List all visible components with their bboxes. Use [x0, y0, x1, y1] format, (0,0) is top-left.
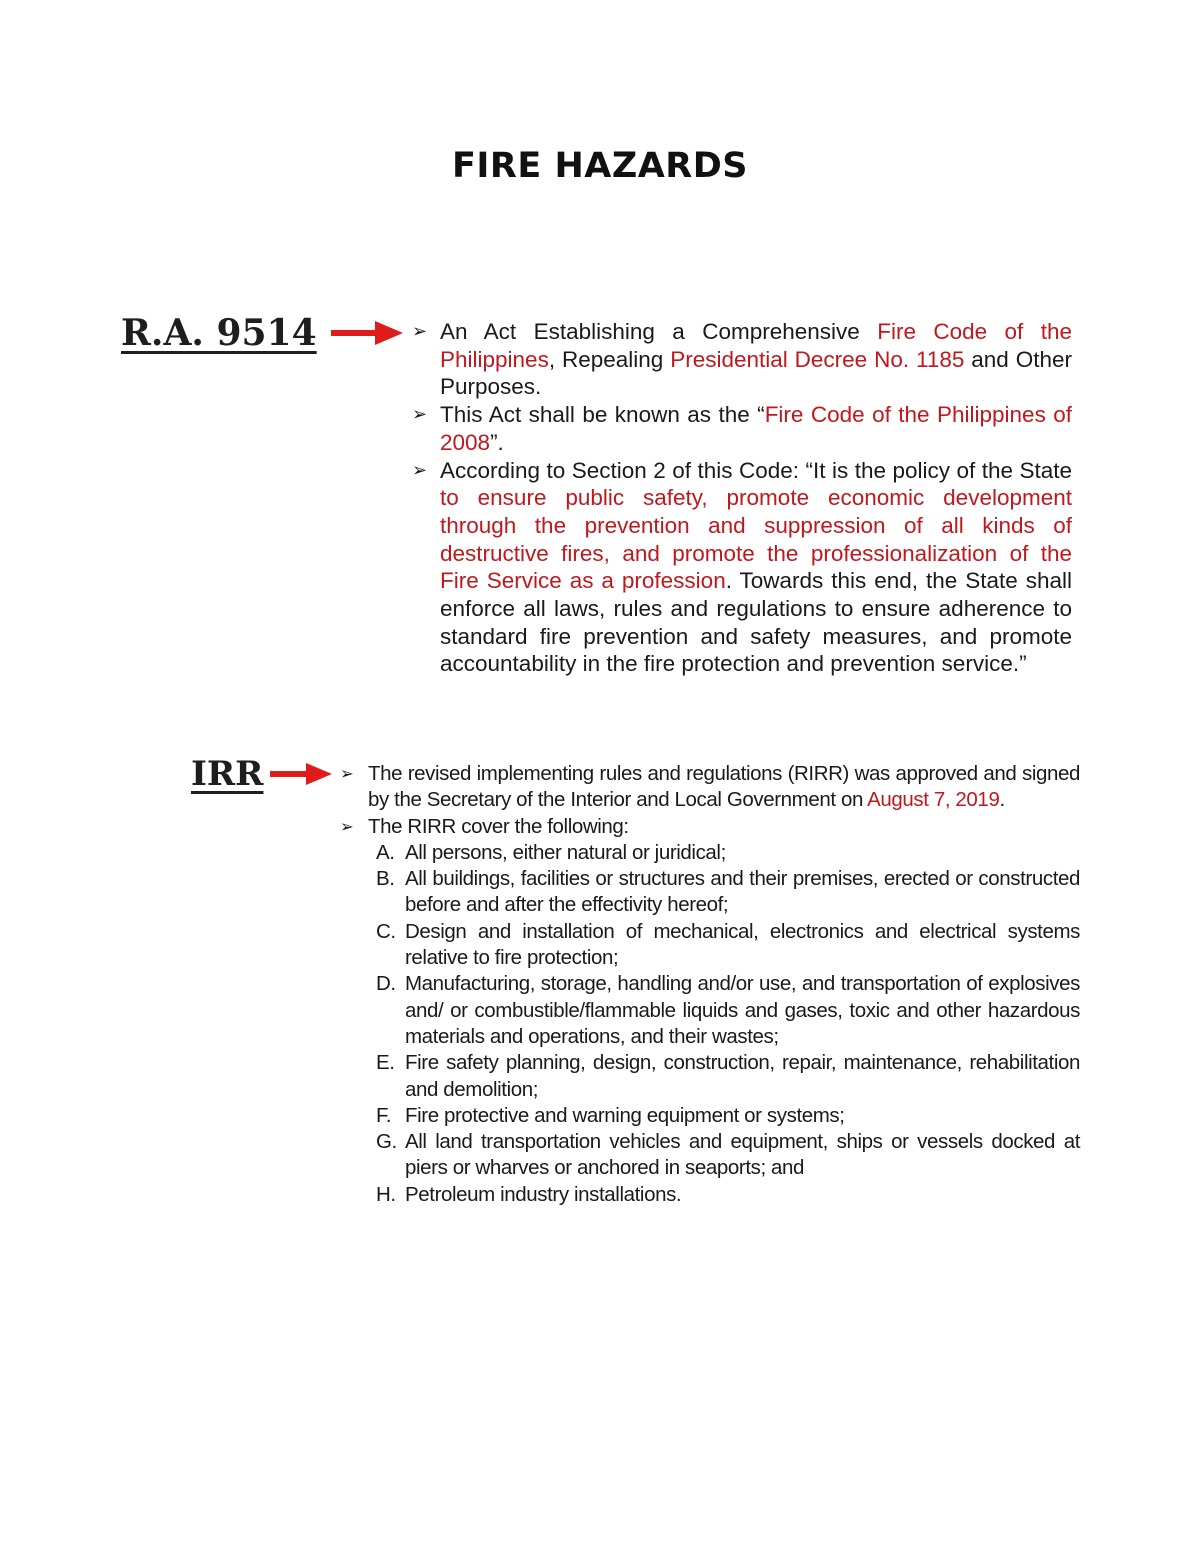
text-span: . Towards this end, the State shall enforce all laws, rules and regulations to ensure adherence to standard fire prevention and safety measures, and promote accountability in the fire protection and prevention service.” — [440, 568, 1073, 677]
list-letter: H. — [376, 1182, 396, 1206]
arrowhead-bullet-icon: ➢ — [412, 321, 428, 342]
ra-bullet-policy — [412, 457, 1072, 679]
highlight-span: Presidential Decree No. 1185 — [670, 346, 965, 372]
list-letter: C. — [376, 919, 396, 943]
irr-bullet-approval — [340, 761, 1080, 814]
text-span: , Repealing — [548, 346, 671, 372]
arrowhead-bullet-icon: ➢ — [412, 459, 428, 481]
list-item-text: All persons, either natural or juridical; — [405, 840, 726, 864]
list-item — [376, 1129, 1080, 1182]
list-item-text: Fire safety planning, design, construction, repair, maintenance, rehabilitation and demolition; — [405, 1051, 1080, 1101]
ra-bullet-short-title — [412, 401, 1072, 456]
list-letter: G. — [376, 1130, 397, 1154]
arrowhead-bullet-icon: ➢ — [412, 404, 428, 426]
list-item — [376, 1182, 1080, 1208]
ra-bullets — [412, 318, 1072, 678]
text-span: ”. — [490, 429, 504, 455]
text-span: The revised implementing rules and regulations (RIRR) was approved and signed by the Secretary of the Interior and Local Government on — [368, 762, 1080, 812]
highlight-span: Fire Code of the Philippines of 2008 — [440, 402, 1073, 455]
list-item-text: Petroleum industry installations. — [405, 1182, 682, 1206]
list-item — [376, 1050, 1080, 1103]
list-item-text: All land transportation vehicles and equipment, ships or vessels docked at piers or wharves or anchored in seaports; and — [405, 1130, 1080, 1180]
list-letter: D. — [376, 972, 396, 996]
highlight-span: to ensure public safety, promote economic development through the prevention and suppression of all kinds of destructive fires, and promote the professionalization of the Fire Service as a profession — [440, 485, 1072, 594]
irr-heading: IRR — [191, 754, 264, 794]
right-arrow-icon — [331, 320, 403, 346]
text-span: The RIRR cover the following: — [368, 814, 629, 838]
list-item — [376, 1103, 1080, 1129]
highlight-span: Fire Code of the Philippines — [440, 319, 1072, 372]
ra-heading: R.A. 9514 — [121, 312, 317, 354]
text-span: This Act shall be known as the “ — [440, 402, 765, 428]
list-letter: A. — [376, 840, 395, 864]
arrowhead-bullet-icon: ➢ — [340, 764, 354, 783]
page-title: FIRE HAZARDS — [451, 146, 749, 186]
list-item-text: Manufacturing, storage, handling and/or use, and transportation of explosives and/ or combustible/flammable liquids and gases, toxic and other hazardous materials and operations, and their wastes; — [405, 972, 1080, 1048]
list-item — [376, 840, 1080, 866]
highlight-span: August 7, 2019 — [867, 788, 1000, 812]
list-item-text: Design and installation of mechanical, electronics and electrical systems relative to fire protection; — [405, 919, 1080, 970]
text-span: According to Section 2 of this Code: “It is the policy of the State — [440, 457, 1072, 483]
arrowhead-bullet-icon: ➢ — [340, 816, 354, 836]
text-span: An Act Establishing a Comprehensive — [440, 319, 878, 344]
text-span: . — [999, 788, 1005, 812]
list-letter: E. — [376, 1051, 395, 1075]
list-item — [376, 866, 1080, 919]
coverage-list — [376, 840, 1080, 1208]
list-letter: F. — [376, 1103, 392, 1127]
irr-bullet-coverage — [340, 814, 1080, 840]
list-item — [376, 919, 1080, 972]
list-item-text: Fire protective and warning equipment or systems; — [405, 1103, 845, 1127]
list-item — [376, 971, 1080, 1050]
list-item-text: All buildings, facilities or structures and their premises, erected or constructed before and after the effectivity hereof; — [405, 867, 1080, 917]
irr-bullets — [340, 761, 1080, 1208]
ra-bullet-act-title — [412, 318, 1072, 401]
text-span: and Other Purposes. — [440, 346, 1072, 400]
list-letter: B. — [376, 867, 395, 891]
right-arrow-icon — [270, 762, 332, 786]
